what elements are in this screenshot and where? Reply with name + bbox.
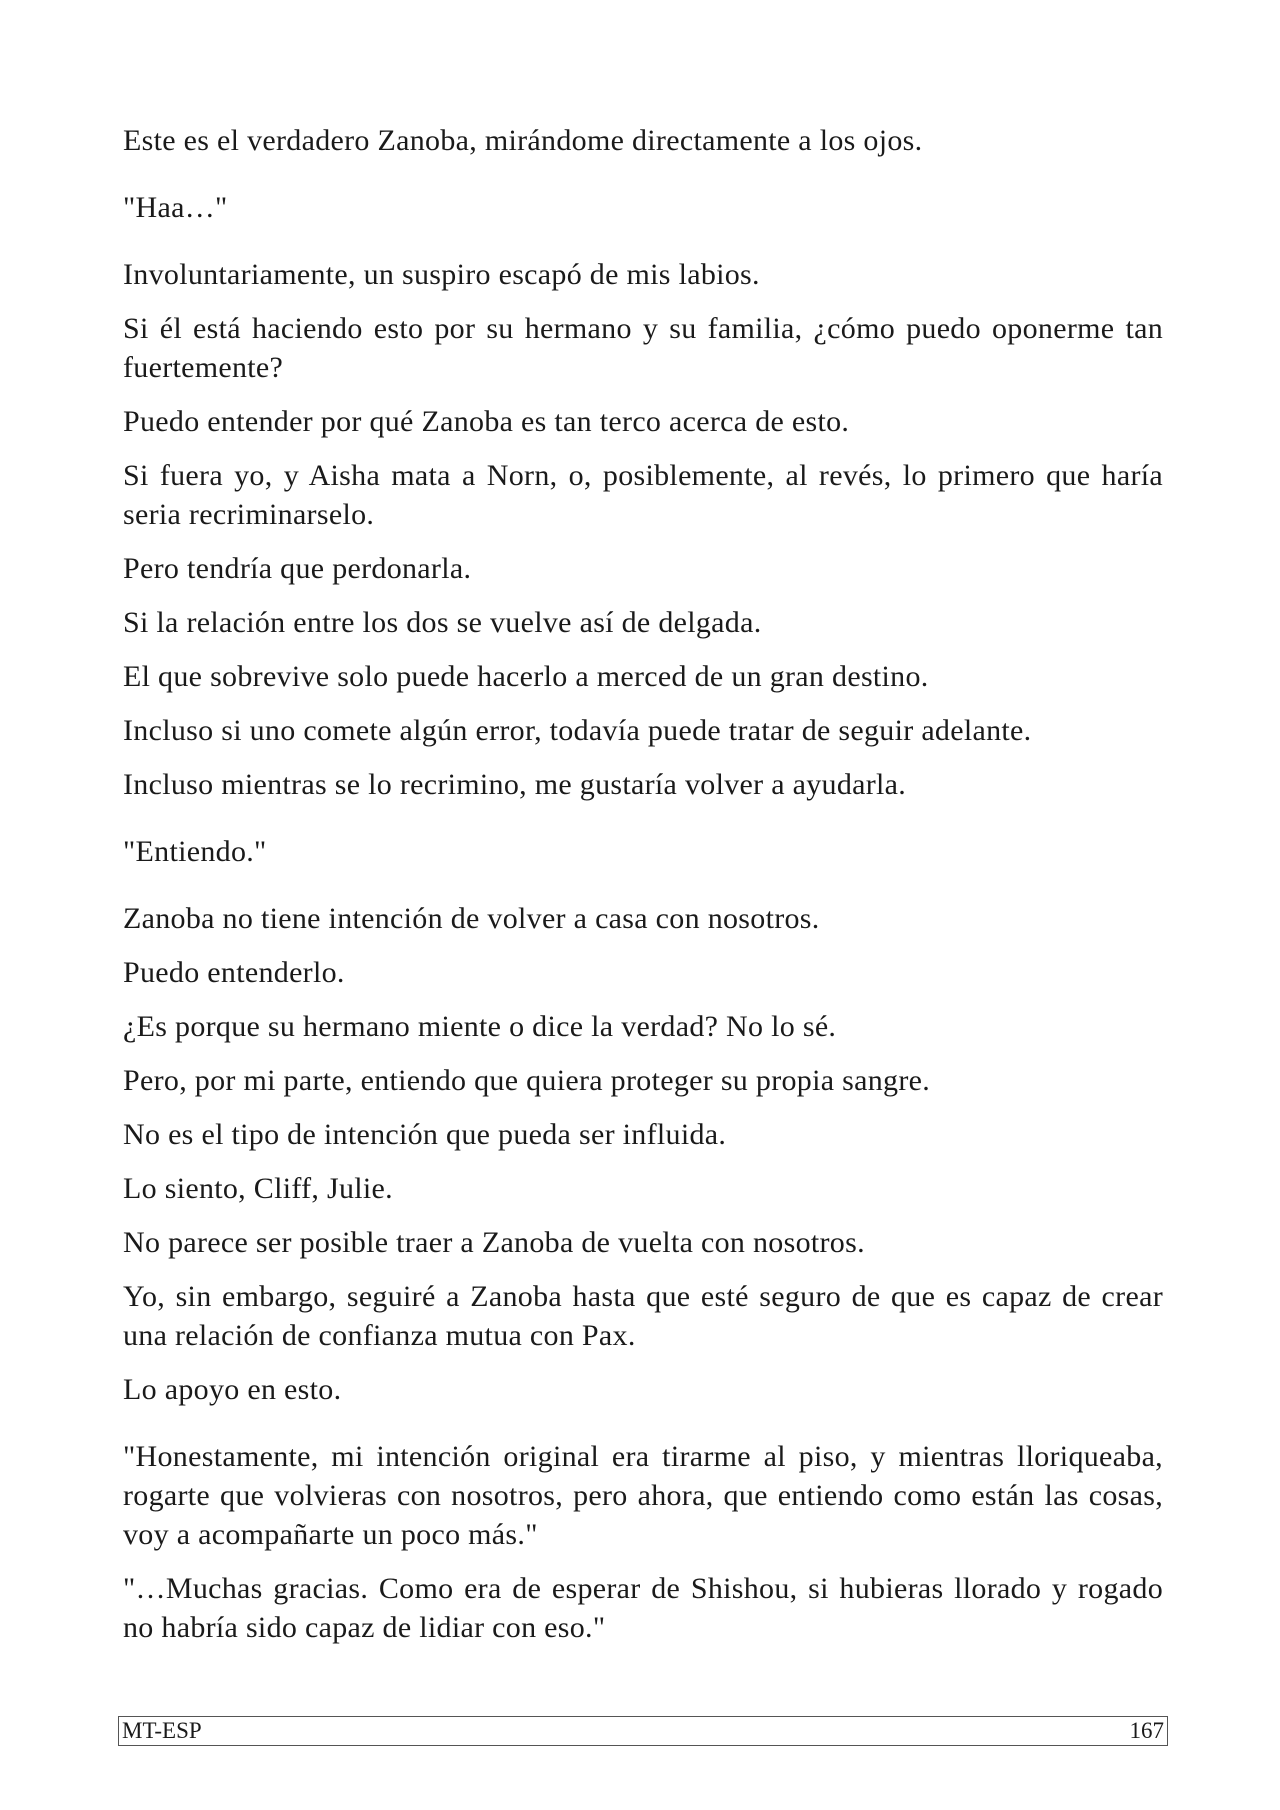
paragraph: ¿Es porque su hermano miente o dice la verdad? No lo sé. xyxy=(123,1010,837,1043)
paragraph: "Haa…" xyxy=(123,191,228,224)
paragraph: Zanoba no tiene intención de volver a casa con nosotros. xyxy=(123,902,820,935)
paragraph: Si él está haciendo esto por su hermano y su familia, ¿cómo puedo oponerme tan fuertemente? xyxy=(123,312,1163,384)
paragraph: Incluso si uno comete algún error, todavía puede tratar de seguir adelante. xyxy=(123,714,1032,747)
paragraph: Yo, sin embargo, seguiré a Zanoba hasta que esté seguro de que es capaz de crear una relación de confianza mutua con Pax. xyxy=(123,1280,1163,1352)
paragraph: "Honestamente, mi intención original era tirarme al piso, y mientras lloriqueaba, rogarte que volvieras con nosotros, pero ahora, que entiendo como están las cosas, voy a acompañarte un poco más." xyxy=(123,1440,1163,1551)
paragraph: Pero tendría que perdonarla. xyxy=(123,552,472,585)
paragraph: No es el tipo de intención que pueda ser influida. xyxy=(123,1118,727,1151)
paragraph: Puedo entender por qué Zanoba es tan terco acerca de esto. xyxy=(123,405,850,438)
paragraph: "Entiendo." xyxy=(123,835,267,868)
footer-label: MT-ESP xyxy=(122,1718,202,1743)
page-body xyxy=(123,121,1163,1662)
paragraph: Si fuera yo, y Aisha mata a Norn, o, posiblemente, al revés, lo primero que haría seria recriminarselo. xyxy=(123,459,1163,531)
page-number: 167 xyxy=(1129,1718,1164,1743)
paragraph: Lo siento, Cliff, Julie. xyxy=(123,1172,393,1205)
paragraph: Pero, por mi parte, entiendo que quiera proteger su propia sangre. xyxy=(123,1064,931,1097)
paragraph: Este es el verdadero Zanoba, mirándome directamente a los ojos. xyxy=(123,124,923,157)
paragraph: Lo apoyo en esto. xyxy=(123,1373,342,1406)
paragraph: El que sobrevive solo puede hacerlo a merced de un gran destino. xyxy=(123,660,929,693)
paragraph: "…Muchas gracias. Como era de esperar de Shishou, si hubieras llorado y rogado no habría sido capaz de lidiar con eso." xyxy=(123,1572,1163,1644)
page-footer xyxy=(118,1716,1168,1746)
paragraph: Involuntariamente, un suspiro escapó de mis labios. xyxy=(123,258,760,291)
paragraph: Si la relación entre los dos se vuelve así de delgada. xyxy=(123,606,762,639)
paragraph: No parece ser posible traer a Zanoba de vuelta con nosotros. xyxy=(123,1226,865,1259)
paragraph: Incluso mientras se lo recrimino, me gustaría volver a ayudarla. xyxy=(123,768,907,801)
paragraph: Puedo entenderlo. xyxy=(123,956,345,989)
